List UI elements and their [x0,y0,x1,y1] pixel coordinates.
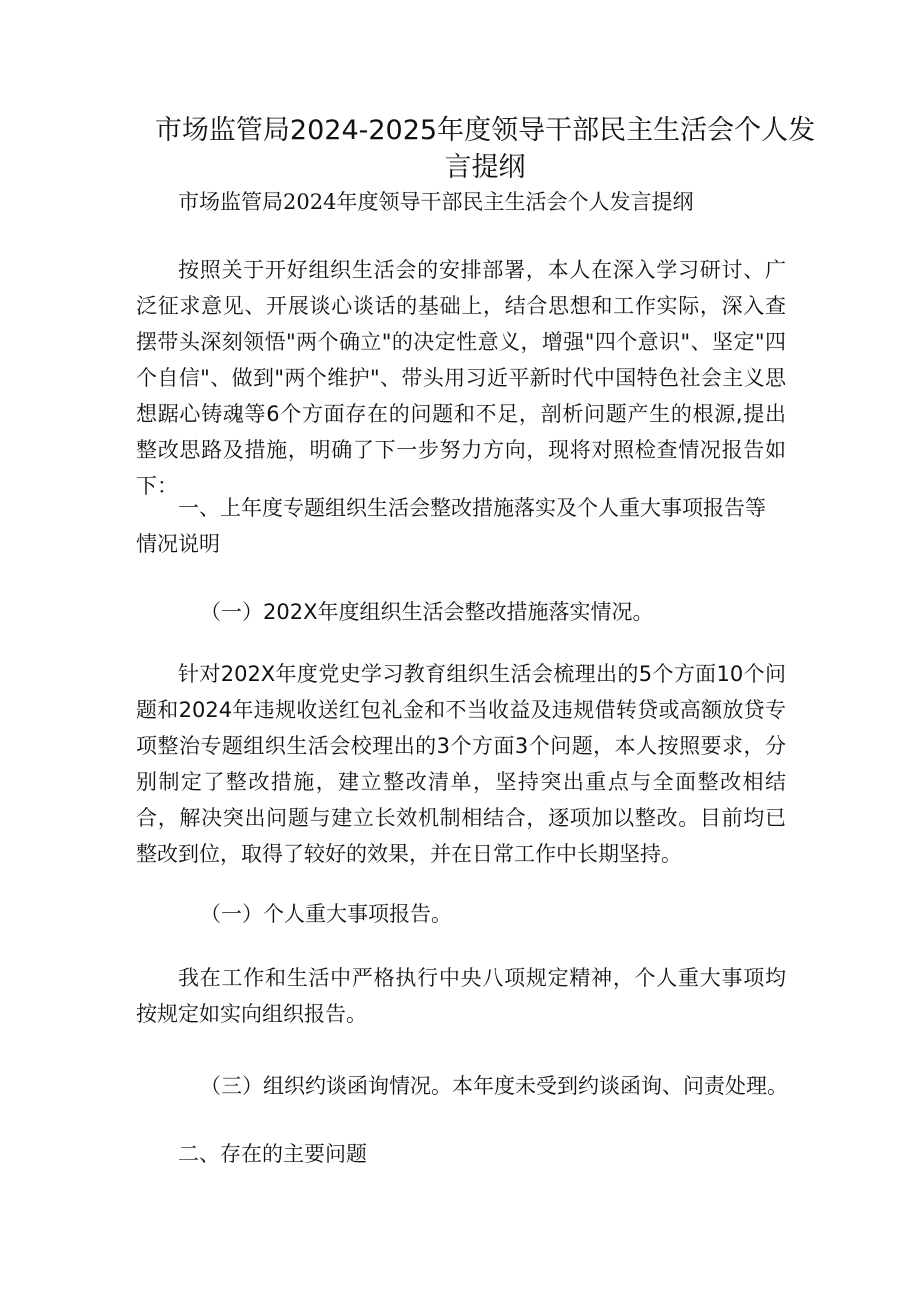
subsection-2-body: 我在工作和生活中严格执行中央八项规定精神，个人重大事项均按规定如实向组织报告。 [136,966,786,1026]
subsection-2-heading: （一）个人重大事项报告。 [200,902,452,926]
subsection-1-body: 针对202X年度党史学习教育组织生活会梳理出的5个方面10个问题和2024年违规收送红包礼金和不当收益及违规借转贷或高额放贷专项整治专题组织生活会校理出的3个方面3个问题，本人按照要求，分别制定了整改措施，建立整改清单，坚持突出重点与全面整改相结合，解决突出问题与建立长效机制相结合，逐项加以整改。目前均已整改到位，取得了较好的效果，并在日常工作中长期坚持。 [136,662,786,866]
subsection-3-heading: （三）组织约谈函询情况。本年度未受到约谈函询、问责处理。 [200,1074,788,1098]
section-2-heading: 二、存在的主要问题 [178,1142,367,1166]
document-title: 市场监管局2024-2025年度领导干部民主生活会个人发言提纲 [154,115,816,183]
section-1-heading: 一、上年度专题组织生活会整改措施落实及个人重大事项报告等情况说明 [136,496,766,556]
subsection-1-heading: （一）202X年度组织生活会整改措施落实情况。 [200,600,654,624]
intro-paragraph: 按照关于开好组织生活会的安排部署，本人在深入学习研讨、广泛征求意见、开展谈心谈话的基础上，结合思想和工作实际，深入查摆带头深刻领悟"两个确立"的决定性意义，增强"四个意识"、坚定"四个自信"、做到"两个维护"、带头用习近平新时代中国特色社会主义思想踞心铸魂等6个方面存在的问题和不足，剖析问题产生的根源,提出整改思路及措施，明确了下一步努力方向，现将对照检查情况报告如下： [136,258,786,498]
document-subtitle: 市场监管局2024年度领导干部民主生活会个人发言提纲 [178,190,694,214]
